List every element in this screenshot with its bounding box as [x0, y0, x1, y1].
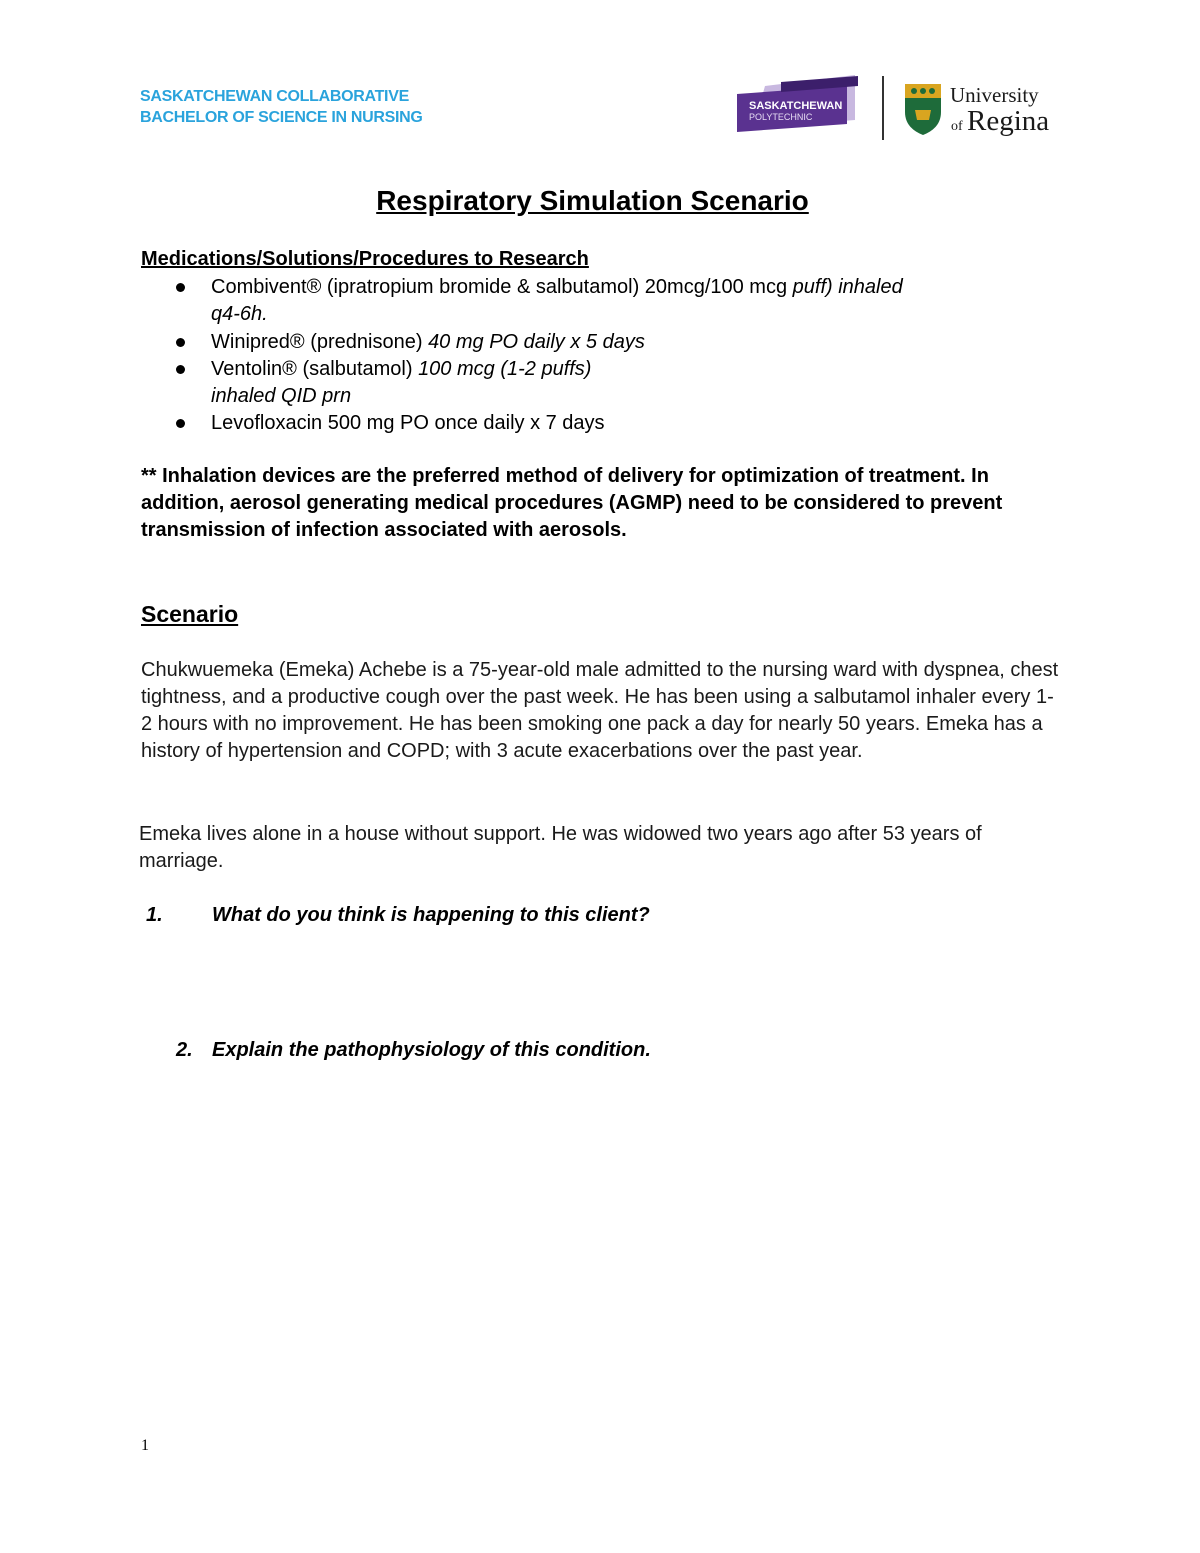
uregina-of: of — [951, 119, 963, 134]
medication-item-ventolin: Ventolin® (salbutamol) 100 mcg (1-2 puffs) inhaled QID prn — [211, 358, 592, 407]
bullet-icon — [176, 365, 185, 374]
scenario-paragraph-2: Emeka lives alone in a house without support. He was widowed two years ago after 53 years of marriage. — [139, 823, 982, 872]
uregina-line-2: Regina — [967, 105, 1050, 137]
question-2-text: Explain the pathophysiology of this condition. — [212, 1039, 651, 1061]
question-2-number: 2. — [176, 1039, 193, 1061]
scenario-paragraph-1: Chukwuemeka (Emeka) Achebe is a 75-year-old male admitted to the nursing ward with dyspnea, chest tightness, and a productive cough over the past week. He has been using a salbutamol inhaler every 1-2 hours with no improvement. He has been smoking one pack a day for nearly 50 years. Emeka has a history of hypertension and COPD; with 3 acute exacerbations over the past year. — [141, 659, 1059, 762]
medication-item-winipred: Winipred® (prednisone) 40 mg PO daily x 5 days — [211, 331, 645, 353]
question-2 — [176, 1039, 651, 1062]
polytechnic-logo-line-1: SASKATCHEWAN — [749, 100, 843, 112]
page-title: Respiratory Simulation Scenario — [376, 185, 809, 216]
page-number: 1 — [141, 1437, 149, 1454]
medication-item-levofloxacin: Levofloxacin 500 mg PO once daily x 7 days — [211, 412, 605, 434]
program-line-1: SASKATCHEWAN COLLABORATIVE — [140, 88, 409, 105]
medications-heading: Medications/Solutions/Procedures to Research — [141, 248, 589, 270]
inhalation-note: ** Inhalation devices are the preferred method of delivery for optimization of treatment. In addition, aerosol generating medical procedures (AGMP) need to be considered to prevent transmission of infection associated with aerosols. — [141, 465, 1003, 541]
question-1 — [146, 904, 650, 927]
scenario-heading: Scenario — [141, 601, 239, 627]
bullet-icon — [176, 338, 185, 347]
saskatchewan-polytechnic-logo — [737, 75, 858, 132]
uregina-line-1: University — [950, 83, 1039, 107]
partner-logos — [735, 72, 1065, 144]
polytechnic-logo-line-2: POLYTECHNIC — [749, 112, 813, 122]
question-1-text: What do you think is happening to this client? — [212, 904, 650, 926]
program-line-2: BACHELOR OF SCIENCE IN NURSING — [140, 109, 423, 126]
question-1-number: 1. — [146, 904, 163, 926]
medication-item-combivent: Combivent® (ipratropium bromide & salbutamol) 20mcg/100 mcg puff) inhaled q4-6h. — [211, 276, 903, 325]
university-of-regina-logo — [905, 83, 1049, 137]
bullet-icon — [176, 419, 185, 428]
bullet-icon — [176, 283, 185, 292]
program-name — [140, 86, 423, 128]
